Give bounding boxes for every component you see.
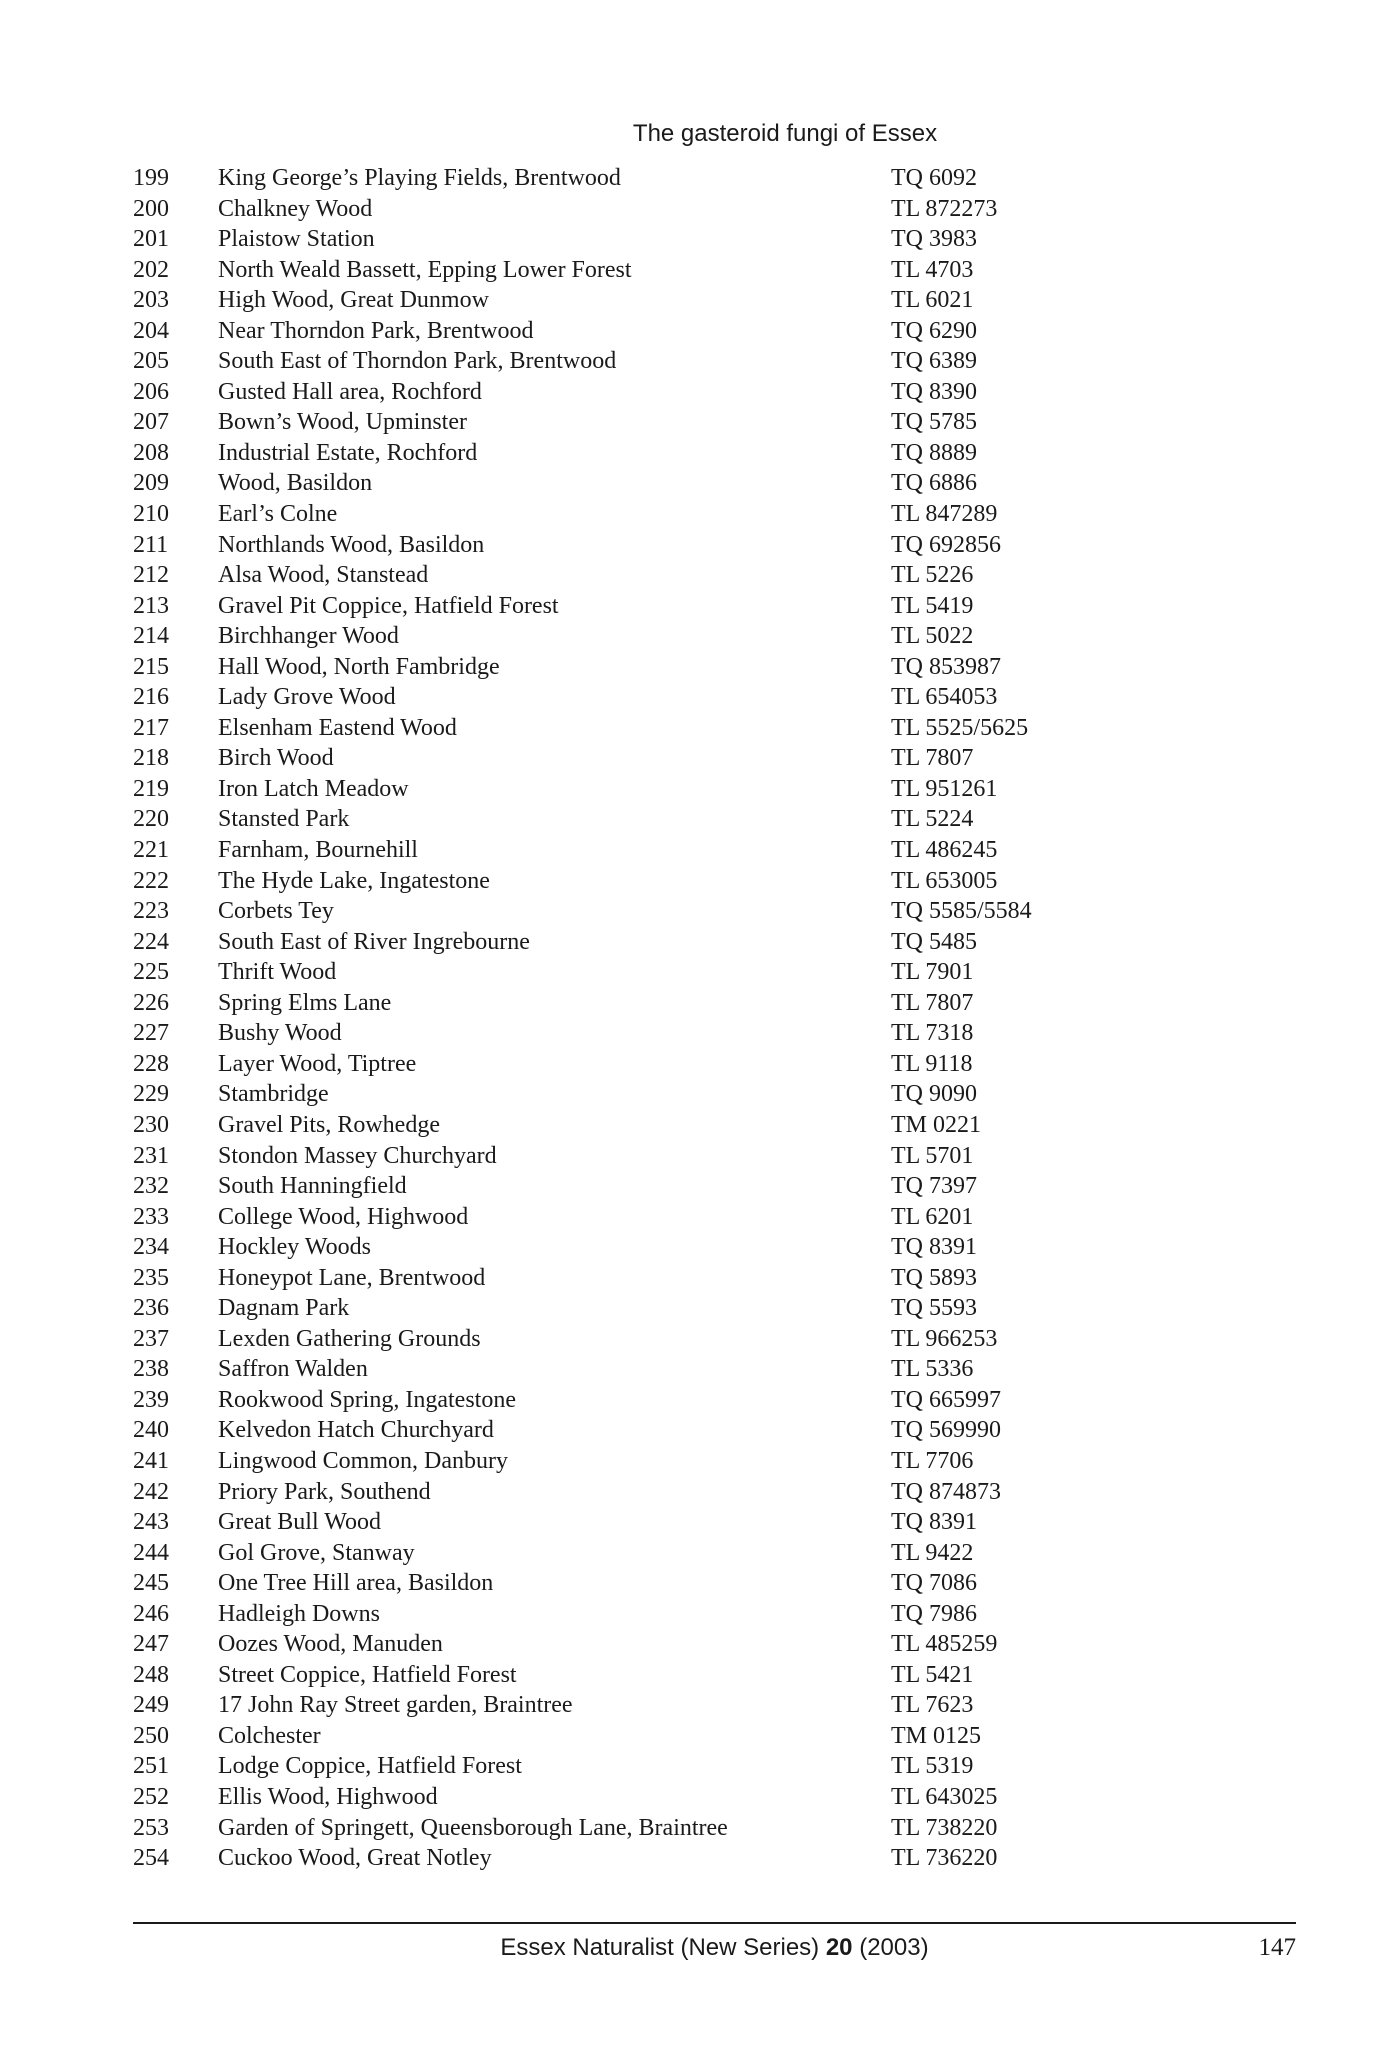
grid-reference: TL 653005 [891, 867, 998, 894]
grid-reference: TQ 8391 [891, 1509, 977, 1536]
site-number: 233 [133, 1203, 169, 1230]
page-footer [133, 1934, 1296, 1970]
grid-reference: TL 5319 [891, 1753, 974, 1780]
list-item [133, 377, 1133, 408]
grid-reference: TQ 5485 [891, 928, 977, 955]
running-title: The gasteroid fungi of Essex [632, 120, 938, 147]
site-location: Hall Wood, North Fambridge [218, 653, 500, 680]
site-number: 199 [133, 165, 169, 191]
list-item [133, 1538, 1133, 1569]
site-location: Industrial Estate, Rochford [218, 439, 478, 466]
site-number: 245 [133, 1570, 169, 1597]
list-item [133, 652, 1133, 683]
grid-reference: TQ 874873 [891, 1478, 1001, 1505]
site-number: 252 [133, 1783, 169, 1810]
grid-reference: TL 5336 [891, 1356, 974, 1383]
site-number: 206 [133, 378, 169, 405]
grid-reference: TQ 665997 [891, 1386, 1001, 1413]
grid-reference: TQ 6290 [891, 317, 977, 344]
site-number: 208 [133, 439, 169, 466]
list-item [133, 1629, 1133, 1660]
site-number: 248 [133, 1661, 169, 1688]
list-item [133, 1721, 1133, 1752]
site-number: 237 [133, 1325, 169, 1352]
site-location: Street Coppice, Hatfield Forest [218, 1661, 517, 1688]
site-location: Dagnam Park [218, 1295, 350, 1322]
site-location: South East of Thorndon Park, Brentwood [218, 348, 617, 375]
site-number: 232 [133, 1173, 169, 1200]
site-number: 217 [133, 714, 169, 741]
site-location: Birch Wood [218, 745, 334, 772]
grid-reference: TL 7623 [891, 1692, 974, 1719]
site-location: Chalkney Wood [218, 195, 373, 222]
site-number: 207 [133, 409, 169, 436]
site-number: 213 [133, 592, 169, 619]
list-item [133, 1843, 1133, 1874]
grid-reference: TL 9422 [891, 1539, 974, 1566]
list-item [133, 835, 1133, 866]
site-location: Lodge Coppice, Hatfield Forest [218, 1753, 522, 1780]
journal-name: Essex Naturalist (New Series) [500, 1934, 826, 1961]
grid-reference: TL 966253 [891, 1325, 998, 1352]
site-number: 201 [133, 226, 169, 253]
site-location: Great Bull Wood [218, 1509, 381, 1536]
site-number: 251 [133, 1753, 169, 1780]
grid-reference: TL 643025 [891, 1783, 998, 1810]
site-location: Thrift Wood [218, 959, 337, 986]
site-location: Ellis Wood, Highwood [218, 1783, 438, 1810]
list-item [133, 1293, 1133, 1324]
grid-reference: TQ 6886 [891, 470, 977, 497]
site-number: 212 [133, 562, 169, 589]
site-location: Bushy Wood [218, 1020, 342, 1047]
site-location: College Wood, Highwood [218, 1203, 469, 1230]
list-item [133, 1232, 1133, 1263]
grid-reference: TL 7706 [891, 1447, 974, 1474]
grid-reference: TL 9118 [891, 1050, 973, 1077]
site-number: 229 [133, 1081, 169, 1108]
site-location: Stondon Massey Churchyard [218, 1142, 497, 1169]
grid-reference: TL 654053 [891, 684, 998, 711]
site-number: 204 [133, 317, 169, 344]
site-location: Corbets Tey [218, 898, 334, 925]
site-location: Lady Grove Wood [218, 684, 396, 711]
site-number: 202 [133, 256, 169, 283]
site-location: Gol Grove, Stanway [218, 1539, 415, 1566]
list-item [133, 682, 1133, 713]
site-number: 250 [133, 1722, 169, 1749]
site-location: One Tree Hill area, Basildon [218, 1570, 494, 1597]
site-number: 215 [133, 653, 169, 680]
list-item [133, 621, 1133, 652]
list-item [133, 591, 1133, 622]
grid-reference: TL 738220 [891, 1814, 998, 1841]
site-location: Lexden Gathering Grounds [218, 1325, 481, 1352]
list-item [133, 774, 1133, 805]
site-location: King George’s Playing Fields, Brentwood [218, 165, 621, 191]
site-number: 214 [133, 623, 169, 650]
site-number: 236 [133, 1295, 169, 1322]
list-item [133, 1751, 1133, 1782]
site-location: 17 John Ray Street garden, Braintree [218, 1692, 573, 1719]
page-number: 147 [1258, 1934, 1296, 1961]
list-item [133, 1507, 1133, 1538]
list-item [133, 1079, 1133, 1110]
grid-reference: TQ 5893 [891, 1264, 977, 1291]
grid-reference: TL 5226 [891, 562, 974, 589]
grid-reference: TL 736220 [891, 1845, 998, 1872]
grid-reference: TL 872273 [891, 195, 998, 222]
list-item [133, 988, 1133, 1019]
site-number: 235 [133, 1264, 169, 1291]
grid-reference: TL 7807 [891, 989, 974, 1016]
grid-reference: TQ 7086 [891, 1570, 977, 1597]
site-location: Farnham, Bournehill [218, 837, 418, 864]
site-number: 209 [133, 470, 169, 497]
site-location: Spring Elms Lane [218, 989, 392, 1016]
footer-rule [133, 1922, 1296, 1924]
site-number: 222 [133, 867, 169, 894]
site-location: Kelvedon Hatch Churchyard [218, 1417, 494, 1444]
site-location: Near Thorndon Park, Brentwood [218, 317, 534, 344]
site-number: 200 [133, 195, 169, 222]
site-number: 247 [133, 1631, 169, 1658]
list-item [133, 1354, 1133, 1385]
list-item [133, 1415, 1133, 1446]
site-location: Earl’s Colne [218, 501, 338, 528]
list-item [133, 866, 1133, 897]
list-item [133, 285, 1133, 316]
site-location: Plaistow Station [218, 226, 375, 253]
site-location: Lingwood Common, Danbury [218, 1447, 508, 1474]
grid-reference: TQ 9090 [891, 1081, 977, 1108]
site-number: 218 [133, 745, 169, 772]
list-item [133, 1202, 1133, 1233]
grid-reference: TL 6201 [891, 1203, 974, 1230]
grid-reference: TQ 6389 [891, 348, 977, 375]
site-number: 203 [133, 287, 169, 314]
grid-reference: TQ 5785 [891, 409, 977, 436]
site-number: 210 [133, 501, 169, 528]
grid-reference: TL 5419 [891, 592, 974, 619]
grid-reference: TL 485259 [891, 1631, 998, 1658]
list-item [133, 316, 1133, 347]
site-location: Bown’s Wood, Upminster [218, 409, 467, 436]
list-item [133, 1446, 1133, 1477]
site-location: Iron Latch Meadow [218, 775, 409, 802]
site-location: Stansted Park [218, 806, 350, 833]
list-item [133, 804, 1133, 835]
grid-reference: TQ 3983 [891, 226, 977, 253]
site-location: Hockley Woods [218, 1234, 371, 1261]
grid-reference: TQ 6092 [891, 165, 977, 191]
site-number: 241 [133, 1447, 169, 1474]
site-number: 238 [133, 1356, 169, 1383]
site-location: Gusted Hall area, Rochford [218, 378, 482, 405]
site-number: 254 [133, 1845, 169, 1872]
grid-reference: TQ 7397 [891, 1173, 977, 1200]
grid-reference: TL 7318 [891, 1020, 974, 1047]
site-location: South Hanningfield [218, 1173, 407, 1200]
grid-reference: TL 5022 [891, 623, 974, 650]
list-item [133, 194, 1133, 225]
list-item [133, 1568, 1133, 1599]
site-number: 246 [133, 1600, 169, 1627]
grid-reference: TL 951261 [891, 775, 998, 802]
site-location: Colchester [218, 1722, 321, 1749]
site-number: 230 [133, 1111, 169, 1138]
site-number: 221 [133, 837, 169, 864]
list-item [133, 896, 1133, 927]
site-location: The Hyde Lake, Ingatestone [218, 867, 490, 894]
grid-reference: TL 5224 [891, 806, 974, 833]
list-item [133, 163, 1133, 194]
list-item [133, 1263, 1133, 1294]
site-location: Honeypot Lane, Brentwood [218, 1264, 486, 1291]
list-item [133, 957, 1133, 988]
site-location: Cuckoo Wood, Great Notley [218, 1845, 492, 1872]
site-number: 223 [133, 898, 169, 925]
site-location: North Weald Bassett, Epping Lower Forest [218, 256, 632, 283]
site-location: Gravel Pit Coppice, Hatfield Forest [218, 592, 559, 619]
grid-reference: TL 5421 [891, 1661, 974, 1688]
list-item [133, 346, 1133, 377]
grid-reference: TM 0125 [891, 1722, 981, 1749]
grid-reference: TL 5525/5625 [891, 714, 1029, 741]
list-item [133, 468, 1133, 499]
grid-reference: TQ 853987 [891, 653, 1001, 680]
list-item [133, 713, 1133, 744]
site-number: 249 [133, 1692, 169, 1719]
site-number: 225 [133, 959, 169, 986]
site-number: 242 [133, 1478, 169, 1505]
grid-reference: TQ 692856 [891, 531, 1001, 558]
site-number: 228 [133, 1050, 169, 1077]
site-location: Layer Wood, Tiptree [218, 1050, 417, 1077]
site-location: Oozes Wood, Manuden [218, 1631, 443, 1658]
publication-year: (2003) [852, 1934, 929, 1961]
site-number: 226 [133, 989, 169, 1016]
site-number: 219 [133, 775, 169, 802]
list-item [133, 1324, 1133, 1355]
site-location: Birchhanger Wood [218, 623, 399, 650]
site-location: Northlands Wood, Basildon [218, 531, 485, 558]
list-item [133, 1385, 1133, 1416]
site-number: 231 [133, 1142, 169, 1169]
grid-reference: TQ 5593 [891, 1295, 977, 1322]
site-location: Rookwood Spring, Ingatestone [218, 1386, 516, 1413]
site-location: Alsa Wood, Stanstead [218, 562, 429, 589]
list-item [133, 560, 1133, 591]
grid-reference: TQ 569990 [891, 1417, 1001, 1444]
site-location: Elsenham Eastend Wood [218, 714, 457, 741]
grid-reference: TQ 8390 [891, 378, 977, 405]
grid-reference: TL 486245 [891, 837, 998, 864]
list-item [133, 1110, 1133, 1141]
list-item [133, 1049, 1133, 1080]
list-item [133, 224, 1133, 255]
grid-reference: TQ 8391 [891, 1234, 977, 1261]
grid-reference: TQ 7986 [891, 1600, 977, 1627]
site-number: 234 [133, 1234, 169, 1261]
list-item [133, 1782, 1133, 1813]
list-item [133, 927, 1133, 958]
site-location: Saffron Walden [218, 1356, 368, 1383]
site-location: Wood, Basildon [218, 470, 373, 497]
list-item [133, 743, 1133, 774]
site-location: Stambridge [218, 1081, 329, 1108]
journal-citation [133, 1934, 1296, 1962]
volume-number: 20 [825, 1934, 853, 1961]
list-item [133, 1477, 1133, 1508]
site-number: 220 [133, 806, 169, 833]
list-item [133, 1660, 1133, 1691]
list-item [133, 499, 1133, 530]
site-number: 239 [133, 1386, 169, 1413]
grid-reference: TL 7807 [891, 745, 974, 772]
site-number: 211 [133, 531, 169, 558]
site-number: 224 [133, 928, 169, 955]
site-list [133, 163, 1133, 1874]
site-number: 244 [133, 1539, 169, 1566]
site-number: 243 [133, 1509, 169, 1536]
grid-reference: TL 847289 [891, 501, 998, 528]
grid-reference: TQ 8889 [891, 439, 977, 466]
grid-reference: TL 4703 [891, 256, 974, 283]
site-location: High Wood, Great Dunmow [218, 287, 489, 314]
grid-reference: TQ 5585/5584 [891, 898, 1032, 925]
site-location: South East of River Ingrebourne [218, 928, 530, 955]
list-item [133, 1018, 1133, 1049]
site-location: Priory Park, Southend [218, 1478, 431, 1505]
grid-reference: TL 7901 [891, 959, 974, 986]
list-item [133, 1813, 1133, 1844]
list-item [133, 1141, 1133, 1172]
grid-reference: TL 5701 [891, 1142, 974, 1169]
grid-reference: TM 0221 [891, 1111, 981, 1138]
list-item [133, 1171, 1133, 1202]
list-item [133, 1599, 1133, 1630]
site-number: 240 [133, 1417, 169, 1444]
site-number: 216 [133, 684, 169, 711]
site-location: Garden of Springett, Queensborough Lane, Braintree [218, 1814, 728, 1841]
grid-reference: TL 6021 [891, 287, 974, 314]
list-item [133, 1690, 1133, 1721]
list-item [133, 255, 1133, 286]
site-number: 227 [133, 1020, 169, 1047]
site-location: Hadleigh Downs [218, 1600, 380, 1627]
site-number: 253 [133, 1814, 169, 1841]
list-item [133, 530, 1133, 561]
list-item [133, 438, 1133, 469]
site-number: 205 [133, 348, 169, 375]
list-item [133, 407, 1133, 438]
site-location: Gravel Pits, Rowhedge [218, 1111, 440, 1138]
